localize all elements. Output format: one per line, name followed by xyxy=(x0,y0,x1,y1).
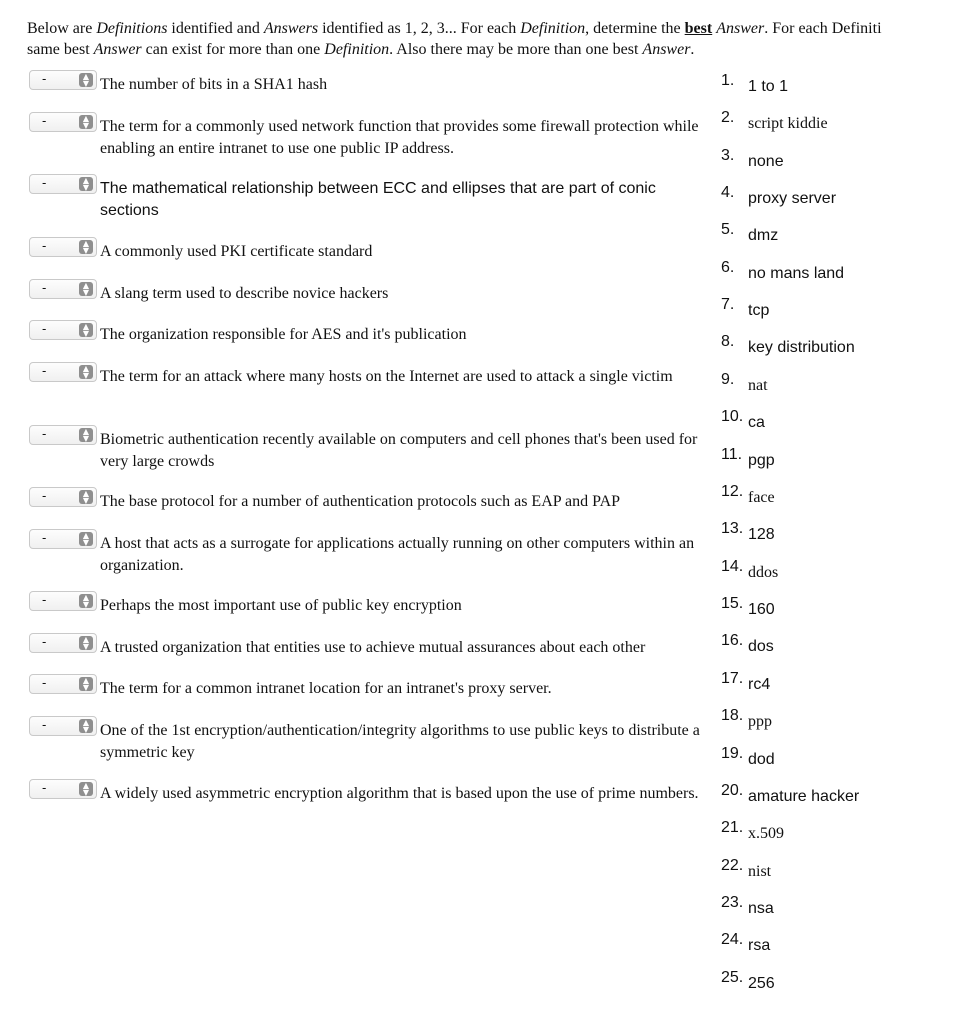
answer-number: 9. xyxy=(721,371,735,388)
answer-text: rsa xyxy=(748,937,771,954)
select-value: - xyxy=(42,280,47,295)
answer-item xyxy=(721,184,961,214)
answer-item xyxy=(721,520,961,550)
answer-text: nsa xyxy=(748,900,774,917)
answer-number: 8. xyxy=(721,333,735,350)
answer-number: 12. xyxy=(721,483,744,500)
answer-item xyxy=(721,446,961,476)
answer-number: 1. xyxy=(721,72,735,89)
answer-text: tcp xyxy=(748,302,770,319)
select-value: - xyxy=(42,530,47,545)
answer-item xyxy=(721,969,961,999)
answer-number: 11. xyxy=(721,446,743,463)
answer-number: 3. xyxy=(721,147,735,164)
answer-text: pgp xyxy=(748,452,775,469)
definition-text: The organization responsible for AES and it's publication xyxy=(100,326,467,343)
select-value: - xyxy=(42,238,47,253)
answer-item xyxy=(721,632,961,662)
updown-arrow-icon: ▲ ▼ xyxy=(79,719,93,733)
answer-item xyxy=(721,259,961,289)
definition-text: A trusted organization that entities use to achieve mutual assurances about each other xyxy=(100,639,646,656)
answer-number: 15. xyxy=(721,595,744,612)
answer-text: x.509 xyxy=(748,825,784,842)
definition-text: The term for an attack where many hosts on the Internet are used to attack a single victim xyxy=(100,368,673,385)
answer-select[interactable] xyxy=(29,591,97,611)
answer-item xyxy=(721,408,961,438)
answer-item xyxy=(721,857,961,887)
updown-arrow-icon: ▲ ▼ xyxy=(79,677,93,691)
select-value: - xyxy=(42,488,47,503)
answer-item xyxy=(721,707,961,737)
answer-select[interactable] xyxy=(29,529,97,549)
definition-text: A widely used asymmetric encryption algorithm that is based upon the use of prime numbers. xyxy=(100,785,699,802)
answer-item xyxy=(721,109,961,139)
answer-select[interactable] xyxy=(29,487,97,507)
select-value: - xyxy=(42,675,47,690)
answer-text: ca xyxy=(748,414,765,431)
answer-select[interactable] xyxy=(29,362,97,382)
answer-number: 25. xyxy=(721,969,744,986)
answer-item xyxy=(721,819,961,849)
answer-item xyxy=(721,782,961,812)
instructions-line-1: Below are Definitions identified and Answers identified as 1, 2, 3... For each Definition, determine the best Answer. For each Definiti xyxy=(27,20,882,37)
updown-arrow-icon: ▲ ▼ xyxy=(79,532,93,546)
answer-item xyxy=(721,221,961,251)
answer-text: ddos xyxy=(748,564,779,581)
answer-text: none xyxy=(748,153,784,170)
select-value: - xyxy=(42,71,47,86)
answer-text: 1 to 1 xyxy=(748,78,789,95)
definition-text: A host that acts as a surrogate for applications actually running on other computers within an organization. xyxy=(100,535,695,574)
answer-number: 14. xyxy=(721,558,744,575)
updown-arrow-icon: ▲ ▼ xyxy=(79,282,93,296)
answer-select[interactable] xyxy=(29,174,97,194)
answer-text: 256 xyxy=(748,975,775,992)
answer-text: 128 xyxy=(748,526,775,543)
answer-text: rc4 xyxy=(748,676,771,693)
updown-arrow-icon: ▲ ▼ xyxy=(79,177,93,191)
updown-arrow-icon: ▲ ▼ xyxy=(79,594,93,608)
answer-text: ppp xyxy=(748,713,772,730)
definition-text: A commonly used PKI certificate standard xyxy=(100,243,373,260)
answer-item xyxy=(721,296,961,326)
select-value: - xyxy=(42,321,47,336)
answer-text: proxy server xyxy=(748,190,837,207)
definition-text: The number of bits in a SHA1 hash xyxy=(100,76,328,93)
answer-text: dmz xyxy=(748,227,779,244)
answer-number: 23. xyxy=(721,894,744,911)
answer-item xyxy=(721,558,961,588)
answer-text: no mans land xyxy=(748,265,845,282)
updown-arrow-icon: ▲ ▼ xyxy=(79,490,93,504)
instructions-line-2: same best Answer can exist for more than one Definition. Also there may be more than one best Answer. xyxy=(27,41,695,58)
instructions xyxy=(27,18,968,60)
answer-item xyxy=(721,72,961,102)
updown-arrow-icon: ▲ ▼ xyxy=(79,73,93,87)
answer-select[interactable] xyxy=(29,674,97,694)
answer-item xyxy=(721,670,961,700)
updown-arrow-icon: ▲ ▼ xyxy=(79,428,93,442)
definition-text: The term for a common intranet location for an intranet's proxy server. xyxy=(100,680,552,697)
updown-arrow-icon: ▲ ▼ xyxy=(79,782,93,796)
answer-select[interactable] xyxy=(29,320,97,340)
answer-number: 20. xyxy=(721,782,744,799)
answer-number: 22. xyxy=(721,857,744,874)
answer-text: key distribution xyxy=(748,339,855,356)
answer-item xyxy=(721,483,961,513)
answer-item xyxy=(721,595,961,625)
definition-text: A slang term used to describe novice hackers xyxy=(100,285,389,302)
select-value: - xyxy=(42,592,47,607)
answer-number: 7. xyxy=(721,296,735,313)
updown-arrow-icon: ▲ ▼ xyxy=(79,323,93,337)
select-value: - xyxy=(42,717,47,732)
answer-item xyxy=(721,147,961,177)
select-value: - xyxy=(42,634,47,649)
answer-select[interactable] xyxy=(29,279,97,299)
answer-select[interactable] xyxy=(29,779,97,799)
answer-select[interactable] xyxy=(29,70,97,90)
answer-text: script kiddie xyxy=(748,115,828,132)
definition-text: One of the 1st encryption/authentication/integrity algorithms to use public keys to distribute a symmetric key xyxy=(100,722,700,761)
answer-number: 2. xyxy=(721,109,735,126)
answer-text: amature hacker xyxy=(748,788,860,805)
answer-select[interactable] xyxy=(29,633,97,653)
answer-number: 13. xyxy=(721,520,744,537)
answer-text: face xyxy=(748,489,775,506)
answer-text: nat xyxy=(748,377,768,394)
definition-text: The base protocol for a number of authentication protocols such as EAP and PAP xyxy=(100,493,621,510)
answer-text: 160 xyxy=(748,601,775,618)
answer-number: 4. xyxy=(721,184,735,201)
answer-select[interactable] xyxy=(29,716,97,736)
select-value: - xyxy=(42,175,47,190)
answer-text: dod xyxy=(748,751,775,768)
answer-number: 5. xyxy=(721,221,735,238)
answer-text: dos xyxy=(748,638,774,655)
answer-number: 21. xyxy=(721,819,744,836)
select-value: - xyxy=(42,426,47,441)
updown-arrow-icon: ▲ ▼ xyxy=(79,636,93,650)
answer-item xyxy=(721,745,961,775)
select-value: - xyxy=(42,113,47,128)
definition-text: The mathematical relationship between ECC and ellipses that are part of conic sections xyxy=(100,180,656,219)
answer-item xyxy=(721,371,961,401)
updown-arrow-icon: ▲ ▼ xyxy=(79,240,93,254)
answer-number: 19. xyxy=(721,745,744,762)
definition-text: The term for a commonly used network function that provides some firewall protection while enabling an entire intranet to use one public IP address. xyxy=(100,118,699,157)
definition-text: Biometric authentication recently available on computers and cell phones that's been used for very large crowds xyxy=(100,431,698,470)
answer-item xyxy=(721,333,961,363)
updown-arrow-icon: ▲ ▼ xyxy=(79,115,93,129)
answer-select[interactable] xyxy=(29,425,97,445)
answer-number: 16. xyxy=(721,632,744,649)
answer-number: 24. xyxy=(721,931,744,948)
select-value: - xyxy=(42,363,47,378)
answer-item xyxy=(721,931,961,961)
answer-number: 17. xyxy=(721,670,744,687)
answer-number: 6. xyxy=(721,259,735,276)
answer-item xyxy=(721,894,961,924)
answer-select[interactable] xyxy=(29,112,97,132)
answer-number: 18. xyxy=(721,707,744,724)
answer-number: 10. xyxy=(721,408,744,425)
updown-arrow-icon: ▲ ▼ xyxy=(79,365,93,379)
answer-select[interactable] xyxy=(29,237,97,257)
definition-text: Perhaps the most important use of public key encryption xyxy=(100,597,462,614)
select-value: - xyxy=(42,780,47,795)
answer-text: nist xyxy=(748,863,772,880)
